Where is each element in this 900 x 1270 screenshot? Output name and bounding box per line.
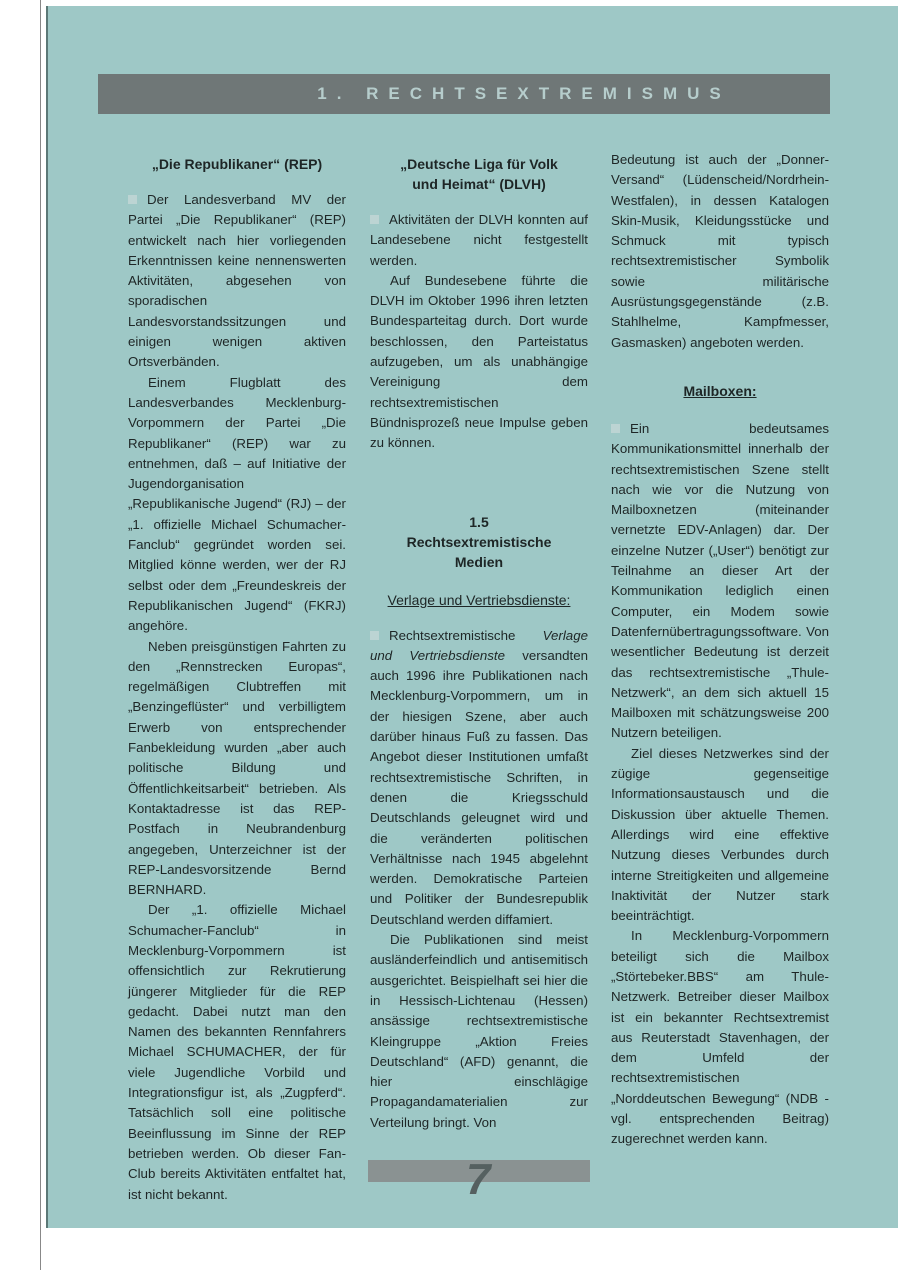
heading-dlvh: „Deutsche Liga für Volk und Heimat“ (DLVH) <box>400 156 558 192</box>
page-number: 7 <box>466 1155 491 1204</box>
paragraph: Die Publikationen sind meist ausländerfeindlich und antisemitisch ausgerichtet. Beispielhaft sei hier die in Hessisch-Lichtenau (Hessen) ansässige rechtsextremistische Kleingruppe „Aktion Freies Deutschland“ (AFD) genannt, die hier einschlägige Propagandamaterialien zur Verteilung bringt. Von <box>370 932 588 1130</box>
paragraph: Auf Bundesebene führte die DLVH im Oktober 1996 ihren letzten Bundesparteitag durch. Dort wurde beschlossen, den Parteistatus aufzugeben, um als unabhängige Vereinigung dem rechtsextremistischen Bündnisprozeß neue Impulse geben zu können. <box>370 272 588 451</box>
paragraph: Aktivitäten der DLVH konnten auf Landesebene nicht festgestellt werden. <box>370 212 588 268</box>
column-2 <box>370 148 588 1133</box>
subheading-mailboxen: Mailboxen: <box>683 382 757 399</box>
bullet-square-icon <box>370 631 379 640</box>
paragraph: In Mecklenburg-Vorpommern beteiligt sich die Mailbox „Störtebeker.BBS“ am Thule-Netzwerk. Betreiber dieser Mailbox ist ein bekannter Rechtsextremist aus Reuterstadt Stavenhagen, der dem Umfeld der rechtsextremistischen „Norddeutschen Bewegung“ (NDB - vgl. entsprechenden Beitrag) zugerechnet werden kann. <box>611 928 829 1147</box>
paragraph: Einem Flugblatt des Landesverbandes Mecklenburg-Vorpommern der Partei „Die Republikaner“ (REP) war zu entnehmen, daß – auf Initiative der Jugendorganisation „Republikanische Jugend“ (RJ) – der „1. offizielle Michael Schumacher-Fanclub“ gegründet worden sei. Mitglied könne werden, wer der RJ selbst oder dem „Freundeskreis der Republikanischen Jugend“ (FKRJ) angehöre. <box>128 374 346 634</box>
bullet-square-icon <box>128 195 137 204</box>
heading-republikaner: „Die Republikaner“ (REP) <box>151 156 323 172</box>
paragraph: Ziel dieses Netzwerkes sind der zügige gegenseitige Informationsaustausch und die Diskussion über aktuelle Themen. Allerdings wird eine effektive Nutzung dieses Verbundes durch interne Streitigkeiten und allgemeine Inaktivität der Nutzer stark beeinträchtigt. <box>611 745 829 924</box>
paragraph: Der „1. offizielle Michael Schumacher-Fanclub“ in Mecklenburg-Vorpommern ist offensichtlich zur Rekrutierung jüngerer Mitglieder für die REP gedacht. Dabei nutzt man den Namen des bekannten Rennfahrers Michael SCHUMACHER, der für viele Jugendliche Vorbild und Integrationsfigur ist, als „Zugpferd“. Tatsächlich soll eine politische Beeinflussung im Sinne der REP betrieben werden. Ob dieser Fan-Club bereits Aktivitäten entfaltet hat, ist nicht bekannt. <box>128 902 346 1202</box>
paragraph: Ein bedeutsames Kommunikationsmittel innerhalb der rechtsextremistischen Szene stellt nach wie vor die Nutzung von Mailboxnetzen (miteinander vernetzte EDV-Anlagen) dar. Der einzelne Nutzer („User“) benötigt zur Teilnahme an dieser Art der Kommunikation lediglich einen Computer, ein Modem sowie Datenfernübertragungssoftware. Von wesentlicher Bedeutung ist derzeit das rechtsextremistische „Thule-Netzwerk“, an dem sich aktuell 15 Mailboxen mit schätzungsweise 200 Nutzern beteiligen. <box>611 420 829 741</box>
paragraph: Der Landesverband MV der Partei „Die Republikaner“ (REP) entwickelt nach hier vorliegenden Erkenntnissen keine nennenswerten Aktivitäten, abgesehen von sporadischen Landesvorstandssitzungen und einigen wenigen aktiven Ortsverbänden. <box>128 192 346 370</box>
bullet-square-icon <box>611 424 620 433</box>
bullet-square-icon <box>370 215 379 224</box>
chapter-title: 1. RECHTSEXTREMISMUS <box>317 84 731 103</box>
column-1 <box>128 148 346 1205</box>
paragraph: Rechtsextremistische Verlage und Vertriebsdienste versandten auch 1996 ihre Publikationen nach Mecklenburg-Vorpommern, um in der hiesigen Szene, aber auch darüber hinaus Fuß zu fassen. Das Angebot dieser Institutionen umfaßt rechtsextremistische Schriften, in denen die Kriegsschuld Deutschlands geleugnet wird und die veränderten politischen Verhältnisse nach 1945 abgelehnt werden. Demokratische Parteien und Politiker der Bundesrepublik Deutschland werden diffamiert. <box>370 627 588 927</box>
column-3 <box>611 150 829 1150</box>
subheading-verlage: Verlage und Vertriebsdienste: <box>387 591 571 608</box>
section-heading-medien: 1.5 Rechtsextremistische Medien <box>406 513 552 570</box>
paragraph: Bedeutung ist auch der „Donner-Versand“ (Lüdenscheid/Nordrhein-Westfalen), in dessen Katalogen Skin-Musik, Kleidungsstücke und Schmuck mit typisch rechtsextremistischer Symbolik sowie militärische Ausrüstungsgegenstände (z.B. Stahlhelme, Kampfmesser, Gasmasken) angeboten werden. <box>611 152 829 350</box>
scan-edge-line <box>40 0 41 1270</box>
chapter-banner <box>98 74 830 114</box>
paragraph: Neben preisgünstigen Fahrten zu den „Rennstrecken Europas“, regelmäßigen Clubtreffen mit „Benzingeflüster“ und verbilligtem Erwerb von entsprechender Fanbekleidung wurden „aber auch politische Bildung und Öffentlichkeitsarbeit“ betrieben. Als Kontaktadresse ist das REP-Postfach in Neubrandenburg angegeben, Unterzeichner ist der REP-Landesvorsitzende Bernd BERNHARD. <box>128 638 346 898</box>
